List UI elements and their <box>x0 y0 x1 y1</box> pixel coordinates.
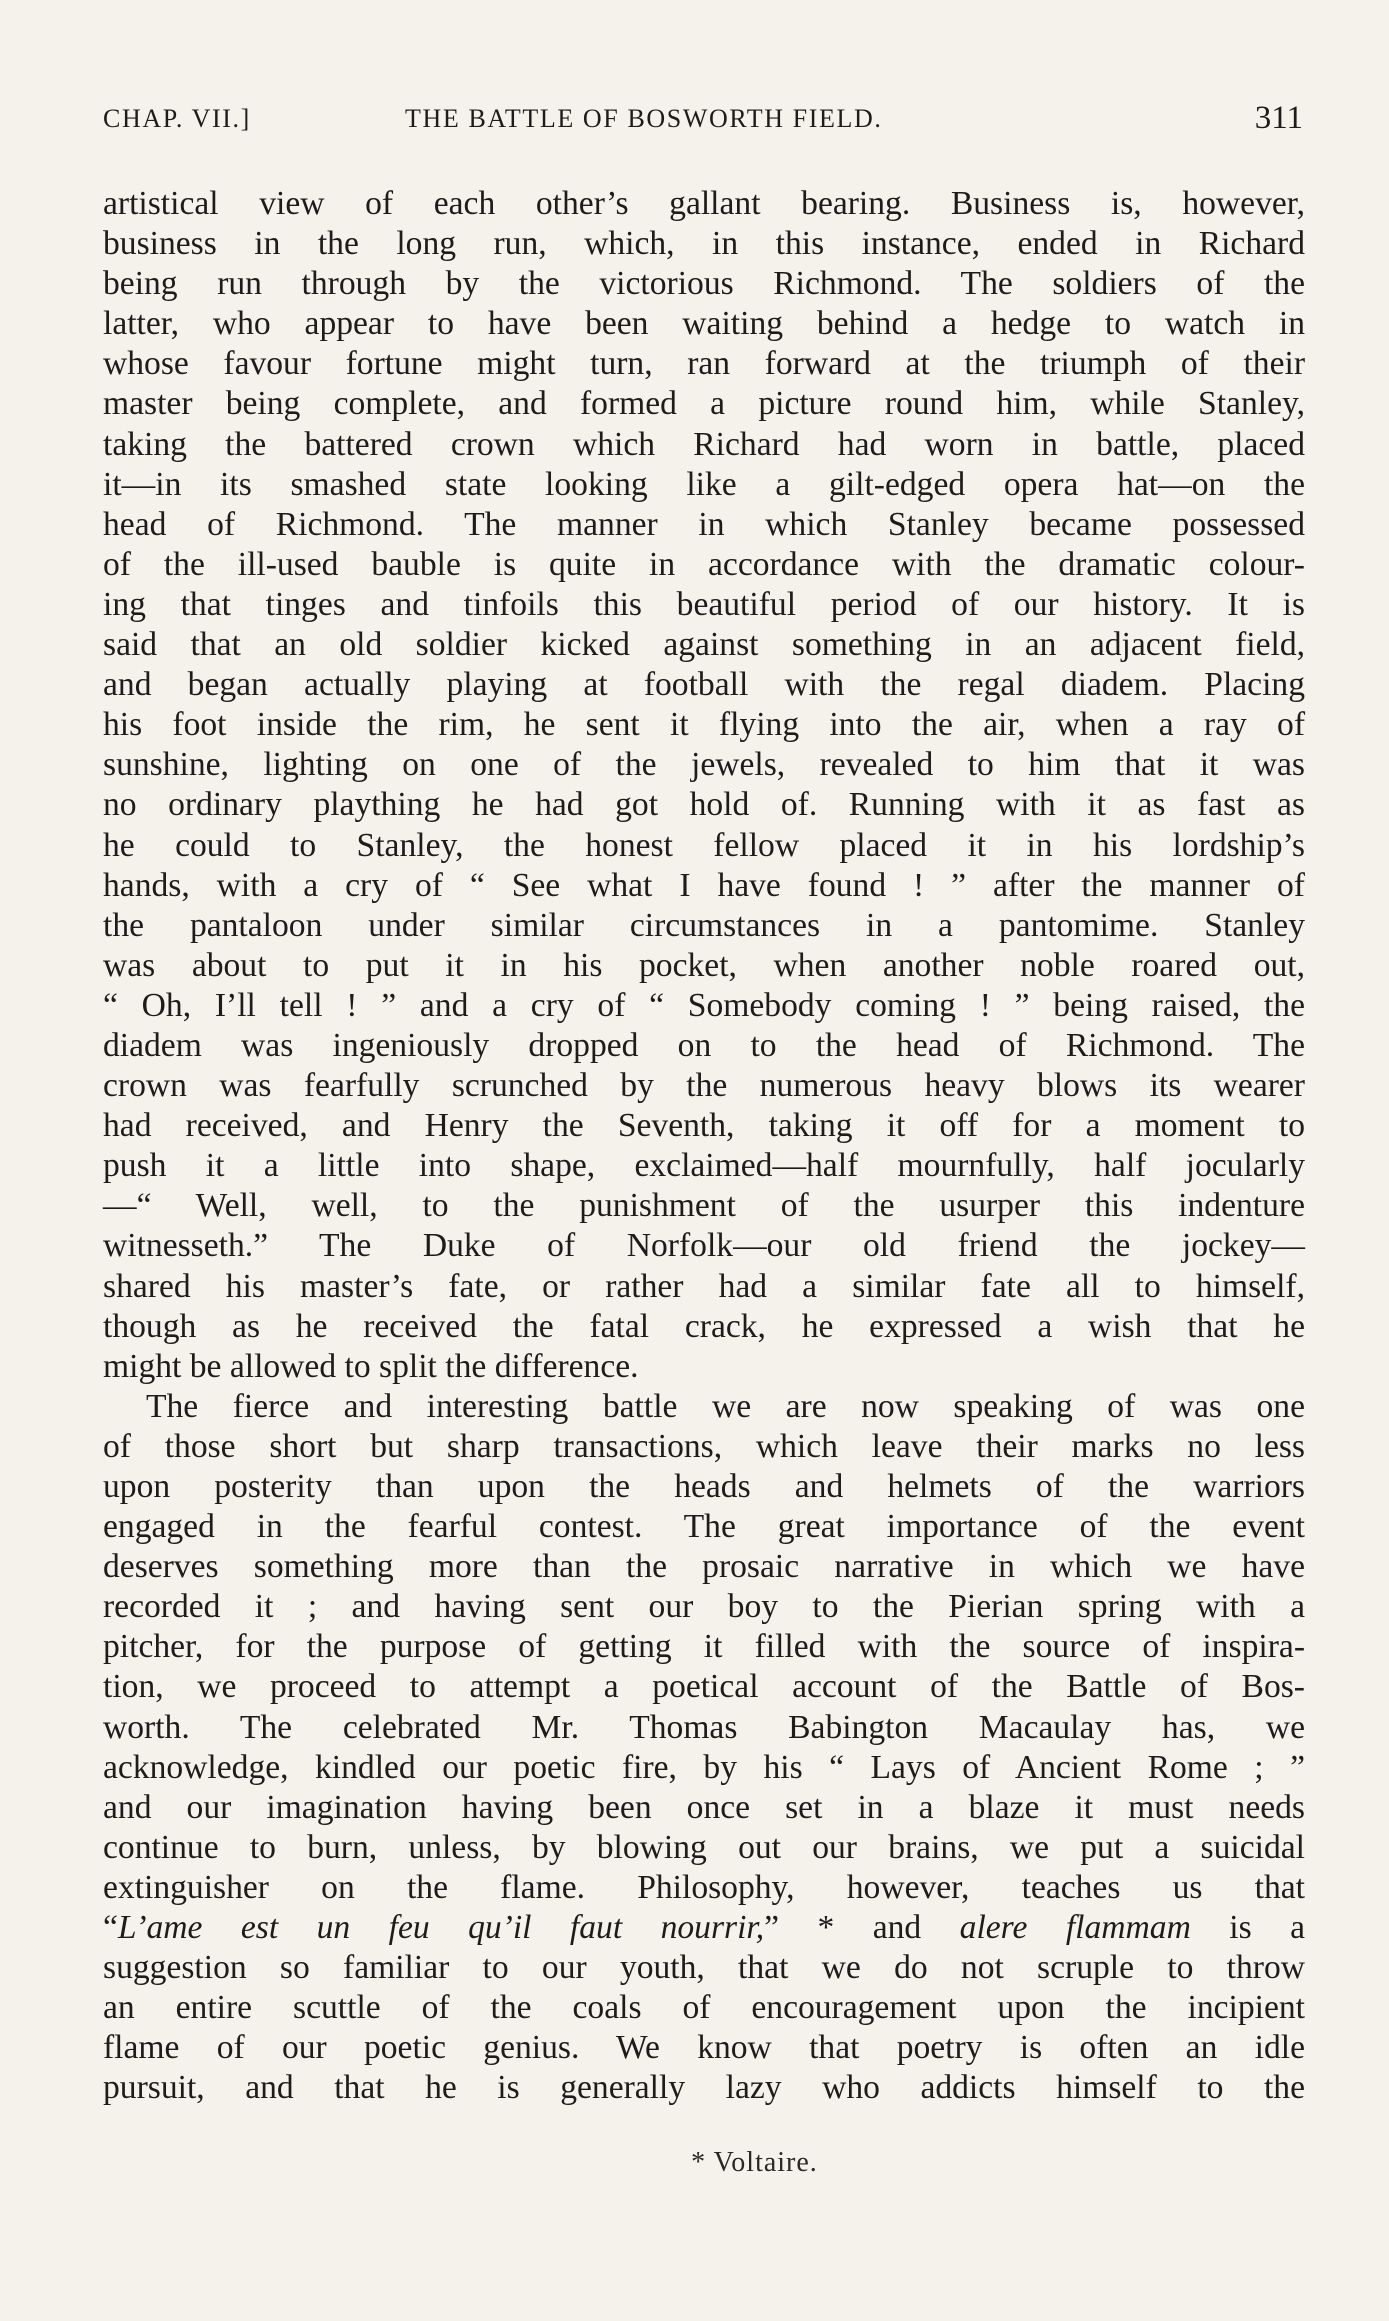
text-line: extinguisher on the flame. Philosophy, however, teaches us that <box>103 1868 1305 1906</box>
text-line: the pantaloon under similar circumstances in a pantomime. Stanley <box>103 906 1305 944</box>
text-line: whose favour fortune might turn, ran forward at the triumph of their <box>103 345 1305 383</box>
text-line: witnesseth.” The Duke of Norfolk—our old friend the jockey— <box>103 1227 1305 1265</box>
text-line: push it a little into shape, exclaimed—half mournfully, half jocularly <box>103 1147 1305 1185</box>
text-line: ing that tinges and tinfoils this beautiful period of our history. It is <box>103 585 1305 623</box>
open-quote: “ <box>103 1909 118 1947</box>
text-line: acknowledge, kindled our poetic fire, by his “ Lays of Ancient Rome ; ” <box>103 1748 1305 1786</box>
running-head <box>103 100 1303 144</box>
text-line: it—in its smashed state looking like a gilt-edged opera hat—on the <box>103 465 1305 503</box>
running-title: THE BATTLE OF BOSWORTH FIELD. <box>405 104 883 133</box>
text-line: though as he received the fatal crack, he expressed a wish that he <box>103 1307 1305 1345</box>
paragraph-start-line: The fierce and interesting battle we are now speaking of was one <box>146 1387 1305 1425</box>
text-fragment: is a <box>1229 1909 1305 1947</box>
text-line: of those short but sharp transactions, which leave their marks no less <box>103 1427 1305 1465</box>
text-line: tion, we proceed to attempt a poetical account of the Battle of Bos- <box>103 1668 1305 1706</box>
chapter-label: CHAP. VII.] <box>103 104 251 133</box>
text-line: latter, who appear to have been waiting behind a hedge to watch in <box>103 305 1305 343</box>
text-line: crown was fearfully scrunched by the numerous heavy blows its wearer <box>103 1067 1305 1105</box>
text-line: shared his master’s fate, or rather had a similar fate all to himself, <box>103 1267 1305 1305</box>
text-line: pursuit, and that he is generally lazy who addicts himself to the <box>103 2069 1305 2107</box>
text-line: suggestion so familiar to our youth, that we do not scruple to throw <box>103 1949 1305 1987</box>
latin-phrase: alere flammam <box>959 1909 1191 1947</box>
text-line: an entire scuttle of the coals of encouragement upon the incipient <box>103 1989 1305 2027</box>
text-line: taking the battered crown which Richard had worn in battle, placed <box>103 425 1305 463</box>
text-line: upon posterity than upon the heads and helmets of the warriors <box>103 1468 1305 1505</box>
text-line: flame of our poetic genius. We know that poetry is often an idle <box>103 2029 1305 2067</box>
text-line: was about to put it in his pocket, when another noble roared out, <box>103 946 1305 984</box>
text-line: sunshine, lighting on one of the jewels, revealed to him that it was <box>103 746 1305 784</box>
french-quotation: L’ame est un feu qu’il faut nourrir, <box>117 1909 765 1947</box>
text-line: continue to burn, unless, by blowing out our brains, we put a suicidal <box>103 1828 1305 1866</box>
text-line: had received, and Henry the Seventh, taking it off for a moment to <box>103 1107 1305 1145</box>
text-line: being run through by the victorious Richmond. The soldiers of the <box>103 265 1305 303</box>
text-line: hands, with a cry of “ See what I have found ! ” after the manner of <box>103 866 1305 904</box>
text-line: recorded it ; and having sent our boy to the Pierian spring with a <box>103 1588 1305 1626</box>
text-line: “ Oh, I’ll tell ! ” and a cry of “ Somebody coming ! ” being raised, the <box>103 986 1305 1024</box>
text-line: business in the long run, which, in this instance, ended in Richard <box>103 225 1305 263</box>
text-line: diadem was ingeniously dropped on to the head of Richmond. The <box>103 1026 1305 1064</box>
page-number: 311 <box>1254 100 1303 136</box>
footnote-marker: * <box>691 2147 707 2178</box>
footnote <box>0 2147 1389 2179</box>
text-line: of the ill-used bauble is quite in accordance with the dramatic colour- <box>103 545 1305 583</box>
text-line: artistical view of each other’s gallant bearing. Business is, however, <box>103 185 1305 222</box>
text-line: deserves something more than the prosaic narrative in which we have <box>103 1548 1305 1586</box>
text-line: and began actually playing at football with the regal diadem. Placing <box>103 666 1305 704</box>
text-line: —“ Well, well, to the punishment of the usurper this indenture <box>103 1187 1305 1225</box>
text-line: said that an old soldier kicked against something in an adjacent field, <box>103 626 1305 664</box>
text-line: pitcher, for the purpose of getting it filled with the source of inspira- <box>103 1628 1305 1666</box>
text-line: head of Richmond. The manner in which Stanley became possessed <box>103 505 1305 543</box>
footnote-reference: ” * and <box>764 1909 922 1947</box>
text-line: engaged in the fearful contest. The great importance of the event <box>103 1508 1305 1546</box>
text-line: he could to Stanley, the honest fellow placed it in his lordship’s <box>103 826 1305 864</box>
text-line: and our imagination having been once set in a blaze it must needs <box>103 1788 1305 1826</box>
text-line: master being complete, and formed a picture round him, while Stanley, <box>103 385 1305 423</box>
text-line: his foot inside the rim, he sent it flying into the air, when a ray of <box>103 706 1305 744</box>
text-line: worth. The celebrated Mr. Thomas Babington Macaulay has, we <box>103 1708 1305 1746</box>
text-line-with-quotation <box>103 1908 1305 1948</box>
paragraph-end-line: might be allowed to split the difference. <box>103 1347 639 1385</box>
body-text <box>103 184 1305 2109</box>
footnote-text: Voltaire. <box>713 2147 818 2178</box>
text-line: no ordinary plaything he had got hold of. Running with it as fast as <box>103 786 1305 824</box>
